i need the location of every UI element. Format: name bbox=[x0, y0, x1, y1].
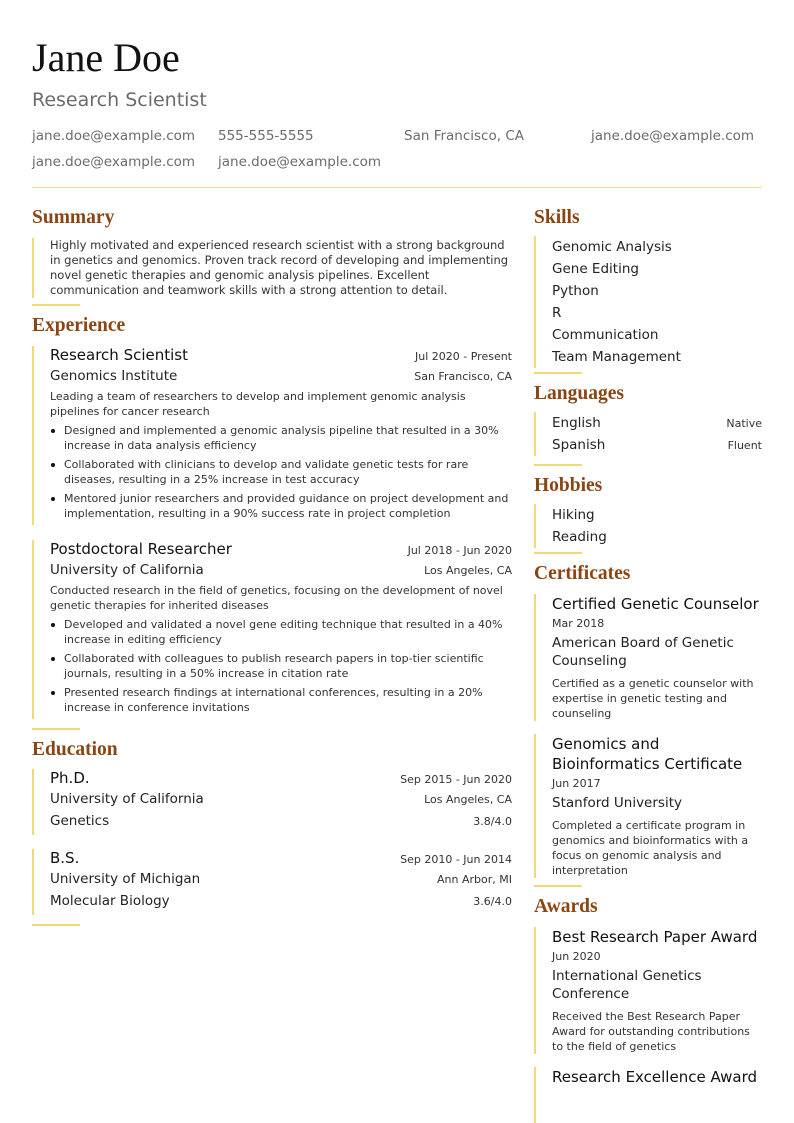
awards-heading: Awards bbox=[534, 896, 598, 917]
job-description: Conducted research in the field of genetics, focusing on the development of novel genetic therapies for inherited diseases bbox=[50, 584, 503, 612]
skills-list bbox=[534, 236, 762, 368]
achievement-item: Mentored junior researchers and provided guidance on project development and implementation, resulting in a 90% success rate in project completion bbox=[50, 491, 512, 521]
school-location: Ann Arbor, MI bbox=[437, 873, 512, 886]
candidate-name: Jane Doe bbox=[32, 35, 180, 80]
candidate-title: Research Scientist bbox=[32, 89, 207, 111]
summary-text: Highly motivated and experienced research scientist with a strong background in genetics and genomics. Proven track record of developing and implementing novel genetic therapies and genomic analysis pipelines. Excellent communication and teamwork skills with a strong attention to detail. bbox=[32, 238, 512, 298]
experience-entry bbox=[32, 346, 512, 525]
hobby-item: Reading bbox=[552, 529, 607, 545]
job-achievements bbox=[50, 617, 512, 715]
education-heading: Education bbox=[32, 739, 118, 760]
field-of-study: Molecular Biology bbox=[50, 893, 170, 909]
degree: Ph.D. bbox=[50, 769, 90, 787]
education-entry bbox=[32, 849, 512, 915]
job-title: Postdoctoral Researcher bbox=[50, 540, 232, 558]
certificate-title: Certified Genetic Counselor bbox=[552, 595, 759, 613]
award-issuer: International Genetics Conference bbox=[552, 968, 702, 1002]
section-divider bbox=[534, 464, 582, 466]
skill-item: Communication bbox=[552, 327, 659, 343]
certificate-issuer: Stanford University bbox=[552, 795, 682, 811]
certificate-title: Genomics and Bioinformatics Certificate bbox=[552, 735, 743, 773]
achievement-item: Collaborated with colleagues to publish research papers in top-tier scientific journals, resulting in a 50% increase in citation rate bbox=[50, 651, 512, 681]
hobby-item: Hiking bbox=[552, 507, 595, 523]
section-divider bbox=[534, 372, 582, 374]
experience-entry bbox=[32, 540, 512, 719]
award-title: Research Excellence Award bbox=[552, 1068, 757, 1086]
award-title: Best Research Paper Award bbox=[552, 928, 758, 946]
award-description: Received the Best Research Paper Award for outstanding contributions to the field of genetics bbox=[552, 1010, 750, 1053]
language-name: English bbox=[552, 415, 601, 431]
contact-phone[interactable]: 555-555-5555 bbox=[218, 128, 314, 144]
certificate-date: Mar 2018 bbox=[552, 617, 605, 630]
hobbies-heading: Hobbies bbox=[534, 475, 603, 496]
achievement-item: Collaborated with clinicians to develop and validate genetic tests for rare diseases, resulting in a 25% increase in test accuracy bbox=[50, 457, 512, 487]
section-divider bbox=[32, 304, 80, 306]
achievement-item: Designed and implemented a genomic analysis pipeline that resulted in a 30% increase in data analysis efficiency bbox=[50, 423, 512, 453]
section-divider bbox=[534, 885, 582, 887]
job-description: Leading a team of researchers to develop and implement genomic analysis pipelines for cancer research bbox=[50, 390, 466, 418]
contact-email[interactable]: jane.doe@example.com bbox=[32, 154, 196, 170]
school: University of Michigan bbox=[50, 871, 201, 887]
job-organization: Genomics Institute bbox=[50, 368, 178, 384]
certificate-issuer: American Board of Genetic Counseling bbox=[552, 635, 734, 669]
section-divider bbox=[32, 728, 80, 730]
language-name: Spanish bbox=[552, 437, 606, 453]
certificate-entry bbox=[534, 734, 762, 878]
contact-email[interactable]: jane.doe@example.com bbox=[591, 128, 755, 144]
achievement-item: Presented research findings at international conferences, resulting in a 20% increase in conference invitations bbox=[50, 685, 512, 715]
school-location: Los Angeles, CA bbox=[424, 793, 512, 806]
certificate-description: Completed a certificate program in genomics and bioinformatics with a focus on genomic analysis and interpretation bbox=[552, 819, 749, 877]
award-entry bbox=[534, 1067, 762, 1123]
award-date: Jun 2020 bbox=[552, 950, 601, 963]
gpa: 3.8/4.0 bbox=[473, 815, 512, 828]
certificate-date: Jun 2017 bbox=[552, 777, 601, 790]
certificate-description: Certified as a genetic counselor with expertise in genetic testing and counseling bbox=[552, 677, 754, 720]
languages-heading: Languages bbox=[534, 383, 624, 404]
language-level: Fluent bbox=[727, 439, 762, 452]
language-level: Native bbox=[726, 417, 762, 430]
job-dates: Jul 2018 - Jun 2020 bbox=[407, 544, 512, 557]
skill-item: Team Management bbox=[552, 349, 681, 365]
experience-heading: Experience bbox=[32, 315, 126, 336]
education-dates: Sep 2010 - Jun 2014 bbox=[400, 853, 512, 866]
section-divider bbox=[32, 924, 80, 926]
education-dates: Sep 2015 - Jun 2020 bbox=[400, 773, 512, 786]
header-divider bbox=[32, 187, 762, 188]
award-entry bbox=[534, 927, 762, 1054]
job-title: Research Scientist bbox=[50, 346, 188, 364]
job-dates: Jul 2020 - Present bbox=[415, 350, 512, 363]
certificate-entry bbox=[534, 594, 762, 721]
contact-location: San Francisco, CA bbox=[404, 128, 524, 144]
skill-item: Gene Editing bbox=[552, 261, 639, 277]
hobbies-list bbox=[534, 504, 762, 548]
field-of-study: Genetics bbox=[50, 813, 110, 829]
certificates-heading: Certificates bbox=[534, 563, 631, 584]
skill-item: R bbox=[552, 305, 562, 321]
education-entry bbox=[32, 769, 512, 835]
contact-email[interactable]: jane.doe@example.com bbox=[218, 154, 382, 170]
job-achievements bbox=[50, 423, 512, 521]
degree: B.S. bbox=[50, 849, 80, 867]
job-location: Los Angeles, CA bbox=[424, 564, 512, 577]
languages-list bbox=[534, 412, 762, 456]
school: University of California bbox=[50, 791, 204, 807]
gpa: 3.6/4.0 bbox=[473, 895, 512, 908]
job-location: San Francisco, CA bbox=[414, 370, 512, 383]
summary-heading: Summary bbox=[32, 207, 115, 228]
contact-email[interactable]: jane.doe@example.com bbox=[32, 128, 196, 144]
skill-item: Python bbox=[552, 283, 599, 299]
achievement-item: Developed and validated a novel gene editing technique that resulted in a 40% increase in editing efficiency bbox=[50, 617, 512, 647]
skills-heading: Skills bbox=[534, 207, 580, 228]
skill-item: Genomic Analysis bbox=[552, 239, 672, 255]
job-organization: University of California bbox=[50, 562, 204, 578]
section-divider bbox=[534, 552, 582, 554]
